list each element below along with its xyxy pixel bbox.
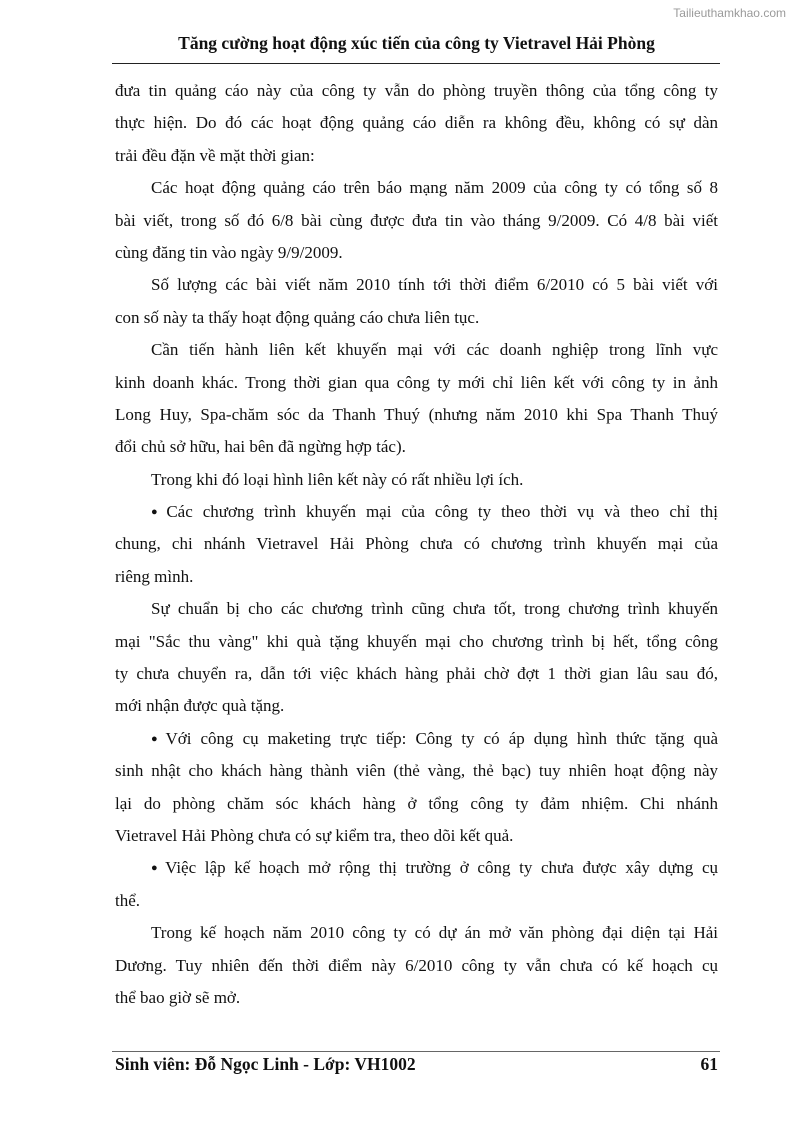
line-text: Sự chuẩn bị cho các chương trình cũng chưa tốt, trong chương trình khuyến bbox=[151, 599, 718, 619]
text-line bbox=[115, 626, 718, 658]
paragraph bbox=[115, 496, 718, 593]
text-line bbox=[115, 464, 718, 496]
line-text: đưa tin quảng cáo này của công ty vẫn do phòng truyền thông của tổng công ty bbox=[115, 81, 718, 100]
page-number: 61 bbox=[700, 1054, 718, 1074]
line-text: Cần tiến hành liên kết khuyến mại với các doanh nghiệp trong lĩnh vực bbox=[151, 340, 718, 360]
line-text: lại do phòng chăm sóc khách hàng ở tổng công ty đảm nhiệm. Chi nhánh bbox=[115, 793, 718, 813]
text-line bbox=[115, 723, 718, 755]
line-text: riêng mình. bbox=[115, 566, 194, 586]
line-text: Trong khi đó loại hình liên kết này có rất nhiều lợi ích. bbox=[151, 469, 524, 489]
footer-student: Sinh viên: Đỗ Ngọc Linh - Lớp: VH1002 bbox=[115, 1054, 416, 1074]
line-text: ty chưa chuyển ra, dẫn tới việc khách hàng phải chờ đợt 1 thời gian lâu sau đó, bbox=[115, 664, 718, 684]
text-line bbox=[115, 917, 718, 949]
body-text bbox=[115, 75, 718, 1014]
line-text: mại "Sắc thu vàng" khi quà tặng khuyến mại cho chương trình bị hết, tổng công bbox=[115, 631, 718, 651]
text-line bbox=[115, 561, 718, 593]
line-text: Long Huy, Spa-chăm sóc da Thanh Thuý (nhưng năm 2010 khi Spa Thanh Thuý bbox=[115, 404, 718, 424]
line-text: thể bao giờ sẽ mở. bbox=[115, 987, 241, 1007]
text-line bbox=[115, 820, 718, 852]
watermark: Tailieuthamkhao.com bbox=[673, 6, 786, 20]
paragraph bbox=[115, 172, 718, 269]
text-line bbox=[115, 852, 718, 884]
bullet-icon: ● bbox=[151, 732, 163, 745]
paragraph bbox=[115, 75, 718, 172]
line-text: Việc lập kế hoạch mở rộng thị trường ở công ty chưa được xây dựng cụ bbox=[165, 858, 718, 878]
line-text: kinh doanh khác. Trong thời gian qua công ty mới chỉ liên kết với công ty in ảnh bbox=[115, 372, 718, 392]
line-text: đổi chủ sở hữu, hai bên đã ngừng hợp tác). bbox=[115, 437, 406, 457]
paragraph bbox=[115, 464, 718, 496]
line-text: Trong kế hoạch năm 2010 công ty có dự án mở văn phòng đại diện tại Hải bbox=[151, 923, 718, 943]
paragraph bbox=[115, 334, 718, 464]
bullet-icon: ● bbox=[151, 506, 164, 519]
paragraph bbox=[115, 269, 718, 334]
text-line bbox=[115, 75, 718, 107]
paragraph bbox=[115, 852, 718, 917]
text-line bbox=[115, 431, 718, 463]
text-line bbox=[115, 788, 718, 820]
line-text: Với công cụ maketing trực tiếp: Công ty có áp dụng hình thức tặng quà bbox=[165, 728, 718, 748]
text-line bbox=[115, 885, 718, 917]
line-text: mới nhận được quà tặng. bbox=[115, 696, 285, 716]
paragraph bbox=[115, 723, 718, 853]
text-line bbox=[115, 496, 718, 528]
text-line bbox=[115, 237, 718, 269]
text-line bbox=[115, 334, 718, 366]
line-text: trải đều đặn về mặt thời gian: bbox=[115, 145, 315, 165]
paragraph bbox=[115, 917, 718, 1014]
text-line bbox=[115, 528, 718, 560]
text-line bbox=[115, 399, 718, 431]
line-text: thực hiện. Do đó các hoạt động quảng cáo diễn ra không đều, không có sự dàn bbox=[115, 113, 718, 133]
text-line bbox=[115, 302, 718, 334]
line-text: Số lượng các bài viết năm 2010 tính tới thời điểm 6/2010 có 5 bài viết với bbox=[151, 275, 718, 295]
text-line bbox=[115, 172, 718, 204]
line-text: cùng đăng tin vào ngày 9/9/2009. bbox=[115, 242, 343, 262]
text-line bbox=[115, 755, 718, 787]
line-text: thể. bbox=[115, 890, 141, 910]
text-line bbox=[115, 690, 718, 722]
line-text: con số này ta thấy hoạt động quảng cáo chưa liên tục. bbox=[115, 307, 480, 327]
text-line bbox=[115, 658, 718, 690]
line-text: chung, chi nhánh Vietravel Hải Phòng chưa có chương trình khuyến mại của bbox=[115, 534, 718, 554]
text-line bbox=[115, 950, 718, 982]
text-line bbox=[115, 982, 718, 1014]
text-line bbox=[115, 269, 718, 301]
running-header: Tăng cường hoạt động xúc tiến của công ty Vietravel Hải Phòng bbox=[178, 33, 655, 53]
text-line bbox=[115, 367, 718, 399]
line-text: bài viết, trong số đó 6/8 bài cùng được đưa tin vào tháng 9/2009. Có 4/8 bài viết bbox=[115, 210, 718, 230]
line-text: Các hoạt động quảng cáo trên báo mạng năm 2009 của công ty có tổng số 8 bbox=[151, 178, 718, 198]
line-text: Các chương trình khuyến mại của công ty theo thời vụ và theo chỉ thị bbox=[166, 502, 718, 522]
paragraph bbox=[115, 593, 718, 723]
text-line bbox=[115, 140, 718, 172]
text-line bbox=[115, 593, 718, 625]
footer-divider bbox=[112, 1051, 720, 1052]
text-line bbox=[115, 205, 718, 237]
line-text: Vietravel Hải Phòng chưa có sự kiểm tra, theo dõi kết quả. bbox=[115, 825, 514, 845]
line-text: sinh nhật cho khách hàng thành viên (thẻ vàng, thẻ bạc) tuy nhiên hoạt động này bbox=[115, 761, 718, 781]
line-text: Dương. Tuy nhiên đến thời điểm này 6/2010 công ty vẫn chưa có kế hoạch cụ bbox=[115, 955, 718, 975]
text-line bbox=[115, 107, 718, 139]
header-divider bbox=[112, 63, 720, 64]
bullet-icon: ● bbox=[151, 862, 163, 875]
